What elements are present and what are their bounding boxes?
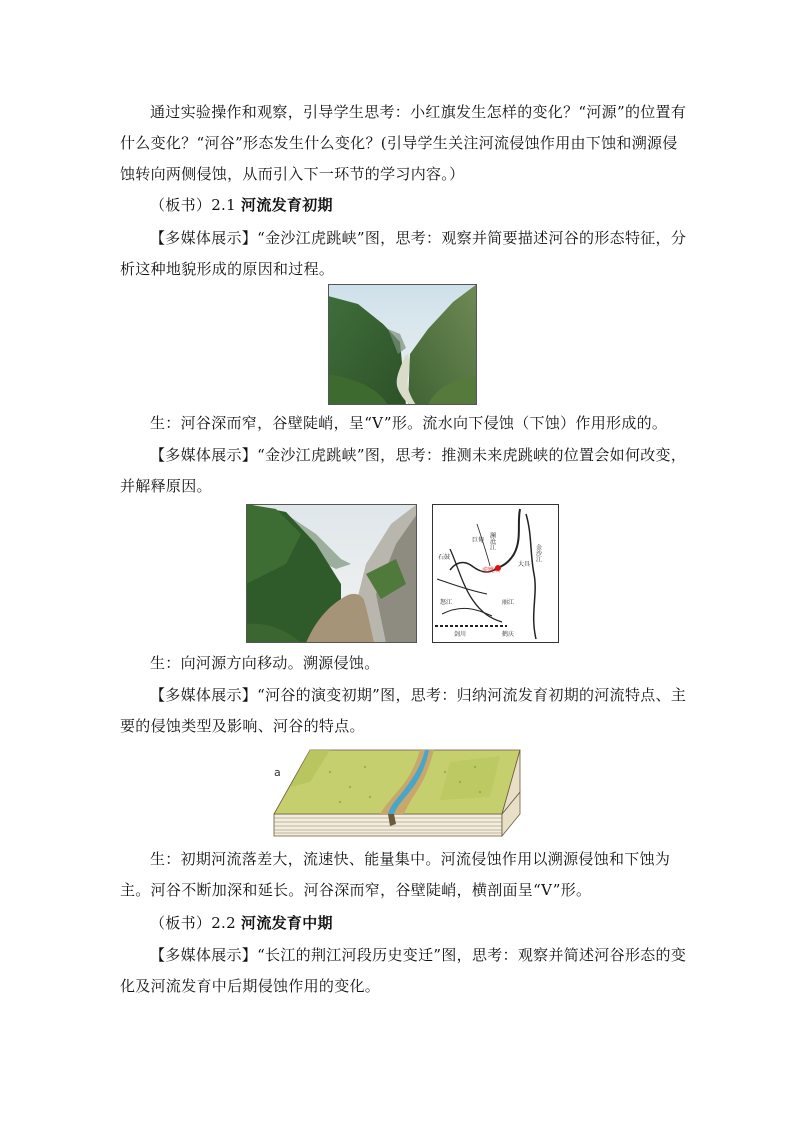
board-prefix-2: （板书）2.2 bbox=[150, 914, 242, 932]
map-label-heqing: 鹤庆 bbox=[502, 631, 515, 638]
map-label-daju: 大具 bbox=[518, 561, 531, 568]
map-label-lijiang: 丽江 bbox=[502, 599, 515, 606]
board-heading-2-1 bbox=[120, 190, 690, 221]
map-label-judian: 巨甸 bbox=[472, 537, 485, 544]
map-label-shigu: 石鼓 bbox=[438, 554, 451, 561]
map-label-nu: 怒江 bbox=[440, 599, 453, 606]
paragraph-answer-2: 生：向河源方向移动。溯源侵蚀。 bbox=[150, 654, 380, 672]
map-label-lancang: 澜沧江 bbox=[488, 532, 496, 550]
paragraph-multimedia-3: 【多媒体展示】“河谷的演变初期”图，思考：归纳河流发育初期的河流特点、主要的侵蚀类型及影响、河谷的特点。 bbox=[120, 686, 687, 735]
map-label-jinsha: 金沙江 bbox=[534, 544, 542, 562]
board-heading-2-2 bbox=[120, 908, 690, 939]
board-prefix: （板书）2.1 bbox=[150, 196, 242, 214]
tiger-leaping-gorge-photo bbox=[246, 504, 417, 643]
paragraph-experiment: 通过实验操作和观察，引导学生思考：小红旗发生怎样的变化？“河源”的位置有什么变化？“河谷”形态发生什么变化？(引导学生关注河流侵蚀作用由下蚀和溯源侵蚀转向两侧侵蚀，从而引入下一环节的学习内容。） bbox=[120, 103, 687, 183]
gorge-photo bbox=[328, 284, 477, 405]
gorge-location-map bbox=[432, 504, 559, 643]
board-title: 河流发育初期 bbox=[241, 196, 333, 214]
paragraph-multimedia-2: 【多媒体展示】“金沙江虎跳峡”图，思考：推测未来虎跳峡的位置会如何改变，并解释原因。 bbox=[120, 446, 687, 495]
paragraph-multimedia-1: 【多媒体展示】“金沙江虎跳峡”图，思考：观察并简要描述河谷的形态特征，分析这种地貌形成的原因和过程。 bbox=[120, 229, 687, 278]
paragraph-answer-1: 生：河谷深而窄，谷壁陡峭，呈“V”形。流水向下侵蚀（下蚀）作用形成的。 bbox=[150, 414, 668, 432]
diagram-label-a: a bbox=[274, 766, 281, 779]
valley-evolution-diagram bbox=[270, 742, 522, 838]
map-label-gorge: 虎跳峡 bbox=[482, 567, 501, 574]
board-title-2: 河流发育中期 bbox=[241, 914, 333, 932]
paragraph-answer-3: 生：初期河流落差大，流速快、能量集中。河流侵蚀作用以溯源侵蚀和下蚀为主。河谷不断加深和延长。河谷深而窄，谷壁陡峭，横剖面呈“V”形。 bbox=[120, 850, 671, 899]
map-label-jianchuan: 剑川 bbox=[454, 631, 467, 638]
paragraph-multimedia-4: 【多媒体展示】“长江的荆江河段历史变迁”图，思考：观察并简述河谷形态的变化及河流发育中后期侵蚀作用的变化。 bbox=[120, 946, 687, 995]
